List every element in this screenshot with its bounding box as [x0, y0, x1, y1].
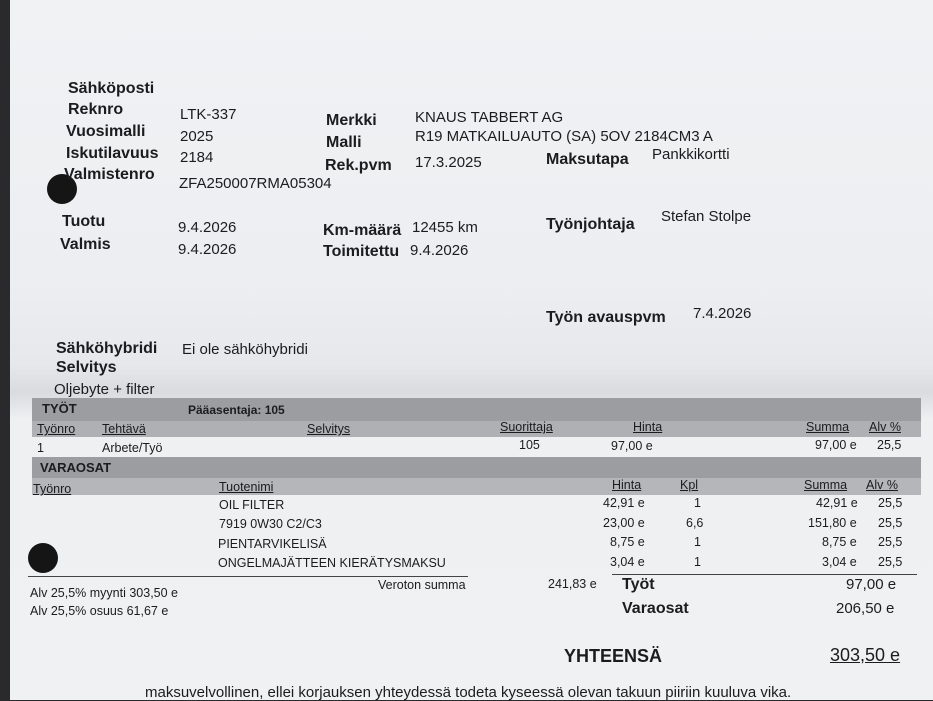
avauspvm-value: 7.4.2026: [693, 305, 752, 322]
part-row-name: ONGELMAJÄTTEEN KIERÄTYSMAKSU: [218, 556, 446, 570]
tyot-total-value: 97,00 e: [846, 576, 897, 593]
tuotu-value: 9.4.2026: [178, 219, 237, 236]
col-kpl: Kpl: [680, 478, 699, 492]
varaosat-total-label: Varaosat: [622, 600, 689, 617]
col-tehtava: Tehtävä: [102, 422, 146, 436]
tyot-row-hinta: 97,00 e: [611, 439, 653, 453]
totals-divider: [612, 574, 917, 575]
rekpvm-label: Rek.pvm: [325, 157, 392, 174]
col-alv: Alv %: [869, 420, 901, 434]
reknro-value: LTK-337: [180, 106, 237, 123]
selvitys-value: Oljebyte + filter: [54, 381, 155, 398]
part-row-kpl: 6,6: [686, 516, 704, 530]
col-suorittaja: Suorittaja: [500, 420, 553, 434]
tyonjohtaja-value: Stefan Stolpe: [661, 208, 752, 225]
toimitettu-value: 9.4.2026: [410, 242, 469, 259]
yhteensa-value: 303,50 e: [830, 645, 901, 665]
valmis-value: 9.4.2026: [178, 241, 237, 258]
col-summa: Summa: [804, 478, 848, 492]
part-row-name: OIL FILTER: [219, 498, 285, 512]
merkki-value: KNAUS TABBERT AG: [415, 109, 564, 126]
tyot-total-label: Työt: [622, 576, 655, 593]
part-row-kpl: 1: [694, 535, 701, 549]
part-row-summa: 3,04 e: [822, 555, 857, 569]
col-tuotenimi: Tuotenimi: [219, 480, 274, 494]
km-value: 12455 km: [412, 219, 478, 236]
punch-hole: [28, 543, 58, 573]
tyot-row-tyonro: 1: [37, 441, 44, 455]
rekpvm-value: 17.3.2025: [415, 154, 482, 171]
col-tyonro: Työnro: [37, 422, 76, 436]
footer-note: maksuvelvollinen, ellei korjauksen yhteydessä todeta kyseessä olevan takuun piiriin kuuluva vika.: [145, 684, 792, 701]
varaosat-title: VARAOSAT: [40, 460, 112, 475]
col-hinta: Hinta: [633, 420, 663, 434]
part-row-kpl: 1: [694, 496, 701, 510]
tyonjohtaja-label: Työnjohtaja: [546, 216, 635, 233]
iskutilavuus-label: Iskutilavuus: [66, 145, 159, 162]
tyot-row-tehtava: Arbete/Työ: [102, 441, 163, 455]
part-row-summa: 42,91 e: [816, 496, 858, 510]
valmistenro-label: Valmistenro: [64, 166, 155, 183]
yhteensa-label: YHTEENSÄ: [564, 646, 663, 666]
selvitys-label: Selvitys: [56, 359, 117, 376]
alv-myynti: Alv 25,5% myynti 303,50 e: [30, 586, 178, 600]
part-row-name: PIENTARVIKELISÄ: [218, 537, 327, 551]
valmis-label: Valmis: [60, 236, 111, 253]
varaosat-columns-band: [32, 478, 921, 495]
part-row-hinta: 8,75 e: [610, 535, 645, 549]
toimitettu-label: Toimitettu: [323, 243, 400, 260]
maksutapa-value: Pankkikortti: [652, 146, 730, 163]
hybrid-label: Sähköhybridi: [56, 340, 158, 357]
part-row-name: 7919 0W30 C2/C3: [219, 517, 322, 531]
alv-osuus: Alv 25,5% osuus 61,67 e: [30, 604, 169, 618]
tuotu-label: Tuotu: [62, 213, 106, 230]
malli-value: R19 MATKAILUAUTO (SA) 5OV 2184CM3 A: [415, 128, 713, 145]
tyot-title: TYÖT: [42, 401, 77, 416]
veroton-value: 241,83 e: [548, 577, 597, 591]
part-row-hinta: 42,91 e: [603, 496, 645, 510]
part-row-summa: 8,75 e: [822, 535, 857, 549]
part-row-alv: 25,5: [878, 555, 903, 569]
tyot-row-summa: 97,00 e: [815, 438, 857, 452]
maksutapa-label: Maksutapa: [546, 151, 629, 168]
varaosat-header-band: [32, 457, 921, 478]
totals-divider: [28, 576, 468, 577]
col-selvitys: Selvitys: [307, 422, 351, 436]
part-row-summa: 151,80 e: [808, 516, 857, 530]
part-row-alv: 25,5: [878, 535, 903, 549]
avauspvm-label: Työn avauspvm: [546, 309, 666, 326]
part-row-alv: 25,5: [878, 496, 903, 510]
tyot-row-alv: 25,5: [877, 438, 902, 452]
varaosat-total-value: 206,50 e: [836, 600, 895, 617]
valmistenro-value: ZFA250007RMA05304: [179, 175, 332, 192]
col-hinta: Hinta: [612, 478, 642, 492]
tyot-mechanic: Pääasentaja: 105: [188, 403, 285, 417]
hybrid-value: Ei ole sähköhybridi: [182, 341, 308, 358]
iskutilavuus-value: 2184: [180, 149, 214, 166]
col-alv: Alv %: [866, 478, 898, 492]
tyot-header-band: [32, 398, 921, 421]
tyot-row-suorittaja: 105: [519, 438, 540, 452]
merkki-label: Merkki: [326, 112, 377, 129]
col-tyonro: Työnro: [33, 482, 72, 496]
part-row-hinta: 23,00 e: [603, 516, 645, 530]
malli-label: Malli: [326, 134, 362, 151]
part-row-kpl: 1: [694, 555, 701, 569]
part-row-alv: 25,5: [878, 516, 903, 530]
col-summa: Summa: [806, 420, 850, 434]
vuosimalli-value: 2025: [180, 128, 214, 145]
vuosimalli-label: Vuosimalli: [66, 123, 146, 140]
reknro-label: Reknro: [68, 101, 124, 118]
part-row-hinta: 3,04 e: [610, 555, 645, 569]
tyot-columns-band: [32, 421, 921, 437]
email-label: Sähköposti: [68, 80, 155, 97]
km-label: Km-määrä: [323, 222, 402, 239]
veroton-label: Veroton summa: [378, 578, 466, 592]
